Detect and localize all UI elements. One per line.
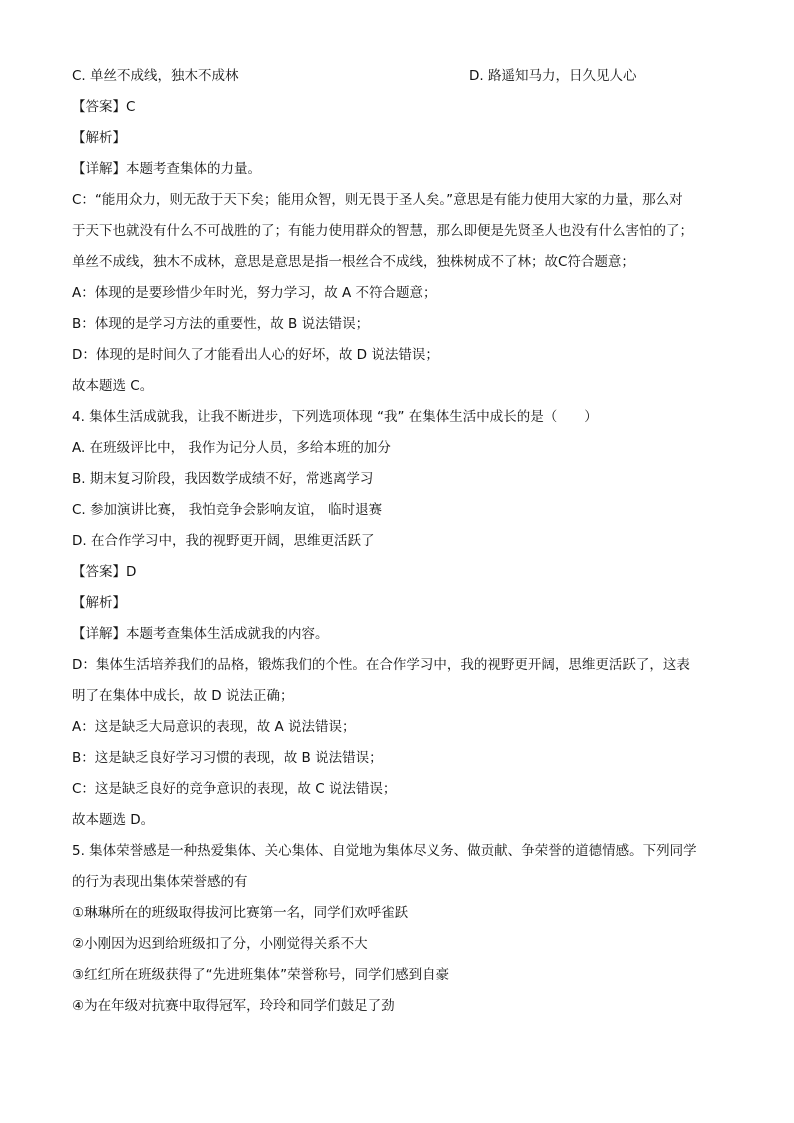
- q4-explanation-a: A：这是缺乏大局意识的表现，故 A 说法错误；: [72, 719, 356, 735]
- q3-conclusion: 故本题选 C。: [72, 378, 154, 394]
- q3-analysis-heading: 【解析】: [72, 130, 126, 146]
- q5-item-2: ②小刚因为迟到给班级扣了分，小刚觉得关系不大: [72, 936, 368, 952]
- q5-stem-line1: 5. 集体荣誉感是一种热爱集体、关心集体、自觉地为集体尽义务、做贡献、争荣誉的道德情感。下列同学: [72, 843, 697, 859]
- q3-explanation-b: B：体现的是学习方法的重要性，故 B 说法错误；: [72, 316, 370, 332]
- q3-explanation-c-line1: C：“能用众力，则无敌于天下矣；能用众智，则无畏于圣人矣。”意思是有能力使用大家的力量，那么对: [72, 192, 683, 208]
- q4-explanation-c: C：这是缺乏良好的竞争意识的表现，故 C 说法错误；: [72, 781, 397, 797]
- q4-explanation-d-line1: D：集体生活培养我们的品格，锻炼我们的个性。在合作学习中，我的视野更开阔，思维更活跃了，这表: [72, 657, 690, 673]
- q3-explanation-d: D：体现的是时间久了才能看出人心的好坏，故 D 说法错误；: [72, 347, 439, 363]
- q4-analysis-heading: 【解析】: [72, 595, 126, 611]
- q4-stem: 4. 集体生活成就我，让我不断进步，下列选项体现 “我” 在集体生活中成长的是（ ）: [72, 409, 598, 425]
- q4-option-b: B. 期末复习阶段，我因数学成绩不好，常逃离学习: [72, 471, 374, 487]
- q4-option-d: D. 在合作学习中，我的视野更开阔，思维更活跃了: [72, 533, 375, 549]
- q3-options-row: [72, 66, 637, 86]
- q5-stem-line2: 的行为表现出集体荣誉感的有: [72, 874, 248, 890]
- q5-item-1: ①琳琳所在的班级取得拔河比赛第一名，同学们欢呼雀跃: [72, 905, 409, 921]
- q3-explanation-c-line2: 于天下也就没有什么不可战胜的了；有能力使用群众的智慧，那么即便是先贤圣人也没有什么害怕的了；: [72, 223, 693, 239]
- q3-explanation-c-line3: 单丝不成线，独木不成林，意思是意思是指一根丝合不成线，独株树成不了林；故C符合题意；: [72, 254, 635, 270]
- q4-conclusion: 故本题选 D。: [72, 812, 155, 828]
- q4-explanation-b: B：这是缺乏良好学习习惯的表现，故 B 说法错误；: [72, 750, 383, 766]
- q3-option-d: D. 路遥知马力，日久见人心: [469, 68, 637, 84]
- q4-detail: 【详解】本题考查集体生活成就我的内容。: [72, 626, 329, 642]
- q4-explanation-d-line2: 明了在集体中成长，故 D 说法正确；: [72, 688, 294, 704]
- q5-item-3: ③红红所在班级获得了“先进班集体”荣誉称号，同学们感到自豪: [72, 967, 450, 983]
- q3-answer: 【答案】C: [72, 99, 136, 115]
- q3-explanation-a: A：体现的是要珍惜少年时光，努力学习，故 A 不符合题意；: [72, 285, 437, 301]
- q4-answer: 【答案】D: [72, 564, 137, 580]
- q4-option-c: C. 参加演讲比赛， 我怕竞争会影响友谊， 临时退赛: [72, 502, 383, 518]
- q5-item-4: ④为在年级对抗赛中取得冠军，玲玲和同学们鼓足了劲: [72, 998, 395, 1014]
- q3-option-c: C. 单丝不成线，独木不成林: [72, 68, 239, 84]
- q4-option-a: A. 在班级评比中， 我作为记分人员，多给本班的加分: [72, 440, 391, 456]
- q3-detail: 【详解】本题考查集体的力量。: [72, 161, 261, 177]
